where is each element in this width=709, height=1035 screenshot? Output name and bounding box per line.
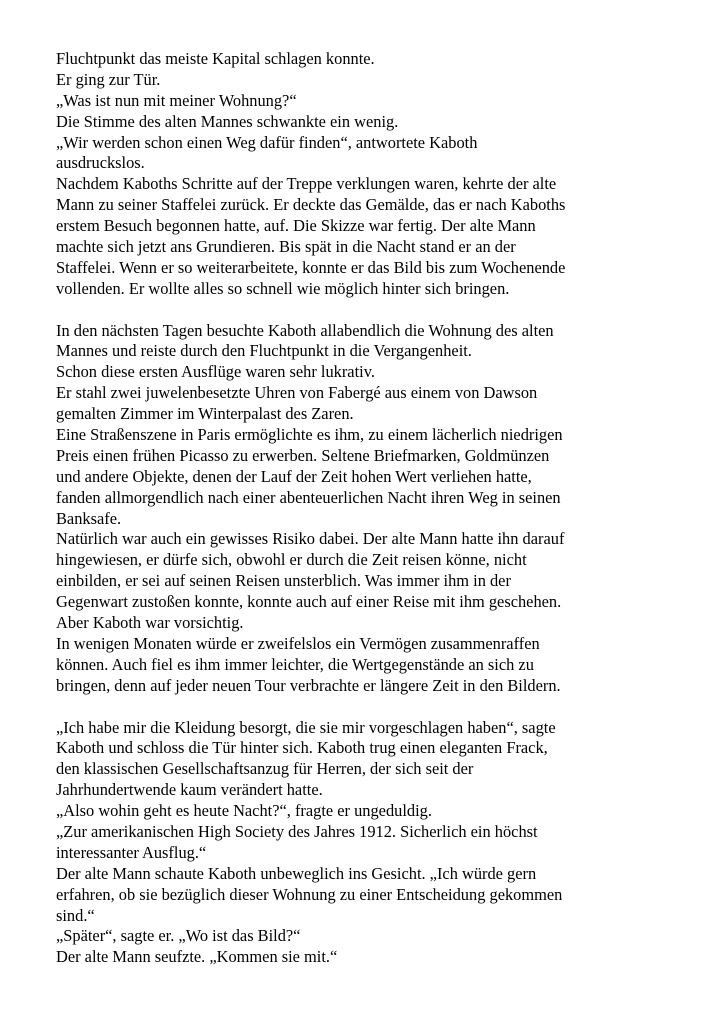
text-line: Die Stimme des alten Mannes schwankte ein wenig. [56,111,399,131]
text-line: vollenden. Er wollte alles so schnell wie möglich hinter sich bringen. [56,278,510,298]
text-line: Er ging zur Tür. [56,69,161,89]
text-line: „Wir werden schon einen Weg dafür finden“, antwortete Kaboth [56,132,478,152]
text-line: ausdruckslos. [56,153,145,173]
text-line: Staffelei. Wenn er so weiterarbeitete, konnte er das Bild bis zum Wochenende [56,257,566,277]
text-line: Mann zu seiner Staffelei zurück. Er deckte das Gemälde, das er nach Kaboths [56,195,566,215]
paragraph-gap [56,300,696,321]
text-line: Preis einen frühen Picasso zu erwerben. Seltene Briefmarken, Goldmünzen [56,445,550,465]
text-line: Gegenwart zustoßen konnte, konnte auch auf einer Reise mit ihm geschehen. [56,592,562,612]
text-line: Jahrhundertwende kaum verändert hatte. [56,780,323,800]
text-line: Banksafe. [56,508,122,528]
text-line: erstem Besuch begonnen hatte, auf. Die Skizze war fertig. Der alte Mann [56,216,536,236]
text-line: machte sich jetzt ans Grundieren. Bis spät in die Nacht stand er an der [56,237,516,257]
text-line: In wenigen Monaten würde er zweifelslos ein Vermögen zusammenraffen [56,633,540,653]
text-line: und andere Objekte, denen der Lauf der Zeit hohen Wert verliehen hatte, [56,466,532,486]
text-line: „Also wohin geht es heute Nacht?“, fragte er ungeduldig. [56,801,432,821]
text-line: einbilden, er sei auf seinen Reisen unsterblich. Was immer ihm in der [56,571,511,591]
text-line: Fluchtpunkt das meiste Kapital schlagen konnte. [56,49,375,68]
text-line: Eine Straßenszene in Paris ermöglichte es ihm, zu einem lächerlich niedrigen [56,425,563,445]
text-line: Mannes und reiste durch den Fluchtpunkt in die Vergangenheit. [56,341,472,361]
text-line: Er stahl zwei juwelenbesetzte Uhren von Fabergé aus einem von Dawson [56,383,538,403]
text-line: „Was ist nun mit meiner Wohnung?“ [56,90,297,110]
text-line: Nachdem Kaboths Schritte auf der Treppe verklungen waren, kehrte der alte [56,174,557,194]
text-line: bringen, denn auf jeder neuen Tour verbrachte er längere Zeit in den Bildern. [56,675,561,695]
text-line: den klassischen Gesellschaftsanzug für Herren, der sich seit der [56,759,474,779]
text-line: können. Auch fiel es ihm immer leichter, die Wertgegenstände an sich zu [56,654,534,674]
text-line: „Später“, sagte er. „Wo ist das Bild?“ [56,926,301,946]
text-line: Der alte Mann schaute Kaboth unbeweglich ins Gesicht. „Ich würde gern [56,863,537,883]
text-line: „Ich habe mir die Kleidung besorgt, die sie mir vorgeschlagen haben“, sagte [56,717,556,737]
paragraph-gap [56,697,696,718]
document-page [56,49,696,968]
text-line: Schon diese ersten Ausflüge waren sehr lukrativ. [56,362,375,382]
text-line: interessanter Ausflug.“ [56,842,207,862]
text-line: hingewiesen, er dürfe sich, obwohl er durch die Zeit reisen könne, nicht [56,550,527,570]
text-line: In den nächsten Tagen besuchte Kaboth allabendlich die Wohnung des alten [56,320,554,340]
text-line: Der alte Mann seufzte. „Kommen sie mit.“ [56,947,338,967]
text-line: erfahren, ob sie bezüglich dieser Wohnung zu einer Entscheidung gekommen [56,884,563,904]
text-line: Aber Kaboth war vorsichtig. [56,613,244,633]
text-line: gemalten Zimmer im Winterpalast des Zaren. [56,404,354,424]
text-line: Natürlich war auch ein gewisses Risiko dabei. Der alte Mann hatte ihn darauf [56,529,565,549]
text-line: Kaboth und schloss die Tür hinter sich. Kaboth trug einen eleganten Frack, [56,738,548,758]
text-line: fanden allmorgendlich nach einer abenteuerlichen Nacht ihren Weg in seinen [56,487,561,507]
text-line: sind.“ [56,905,95,925]
text-line: „Zur amerikanischen High Society des Jahres 1912. Sicherlich ein höchst [56,821,538,841]
